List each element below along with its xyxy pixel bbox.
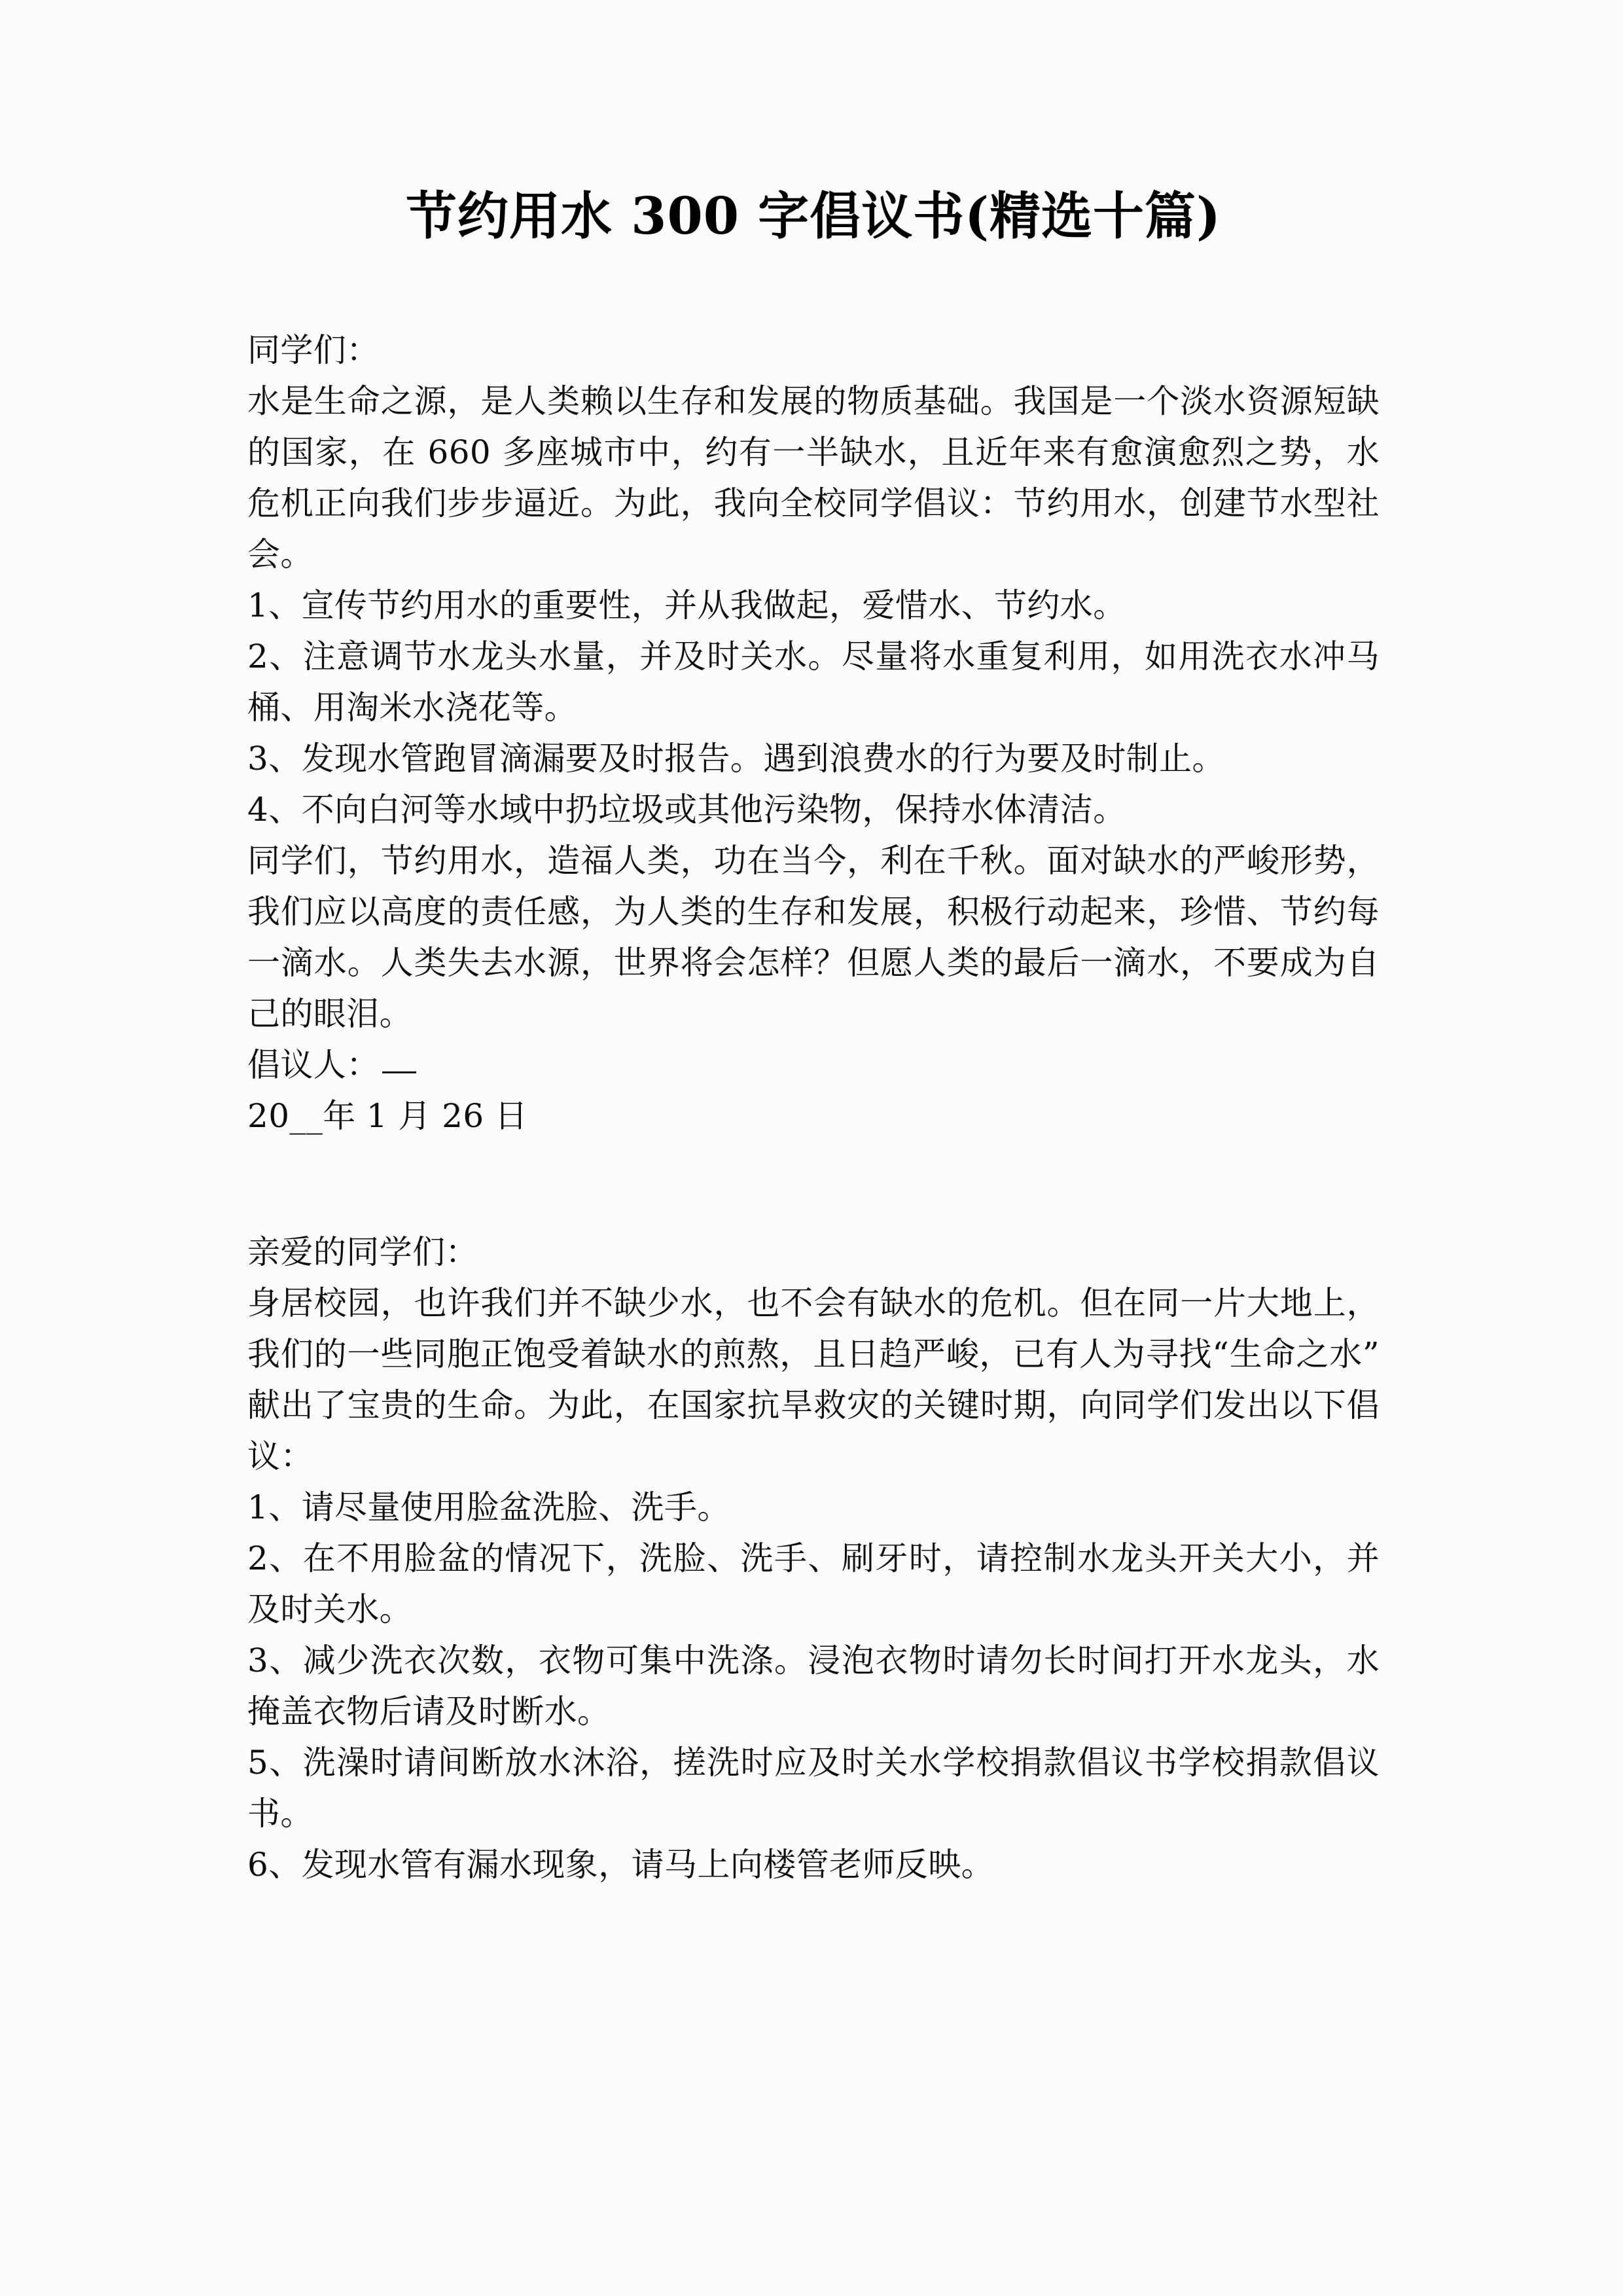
letter-two — [247, 1227, 1380, 1890]
signature-blank — [382, 1071, 416, 1073]
letter-one — [247, 325, 1380, 1141]
letter-one-item-2: 2、注意调节水龙头水量，并及时关水。尽量将水重复利用，如用洗衣水冲马桶、用淘米水浇花等。 — [247, 637, 1380, 726]
letter-two-item-3: 3、减少洗衣次数，衣物可集中洗涤。浸泡衣物时请勿长时间打开水龙头，水掩盖衣物后请及时断水。 — [247, 1641, 1380, 1731]
letter-one-item-4: 4、不向白河等水域中扔垃圾或其他污染物，保持水体清洁。 — [247, 790, 1126, 829]
letter-one-item-3: 3、发现水管跑冒滴漏要及时报告。遇到浪费水的行为要及时制止。 — [247, 739, 1225, 778]
document-content — [247, 0, 1380, 1890]
letter-two-item-6: 6、发现水管有漏水现象，请马上向楼管老师反映。 — [247, 1845, 995, 1884]
letter-one-date: 20__年 1 月 26 日 — [247, 1096, 528, 1135]
signature-label: 倡议人： — [247, 1045, 380, 1084]
letter-two-paragraph-intro: 身居校园，也许我们并不缺少水，也不会有缺水的危机。但在同一片大地上，我们的一些同胞正饱受着缺水的煎熬，且日趋严峻，已有人为寻找“生命之水”献出了宝贵的生命。为此，在国家抗旱救灾的关键时期，向同学们发出以下倡议： — [247, 1283, 1380, 1475]
letter-one-paragraph-intro: 水是生命之源，是人类赖以生存和发展的物质基础。我国是一个淡水资源短缺的国家，在 660 多座城市中，约有一半缺水，且近年来有愈演愈烈之势，水危机正向我们步步逼近。为此，我向全校同学倡议：节约用水，创建节水型社会。 — [247, 382, 1380, 573]
letter-two-item-1: 1、请尽量使用脸盆洗脸、洗手。 — [247, 1488, 730, 1526]
letter-separator — [247, 1141, 1380, 1227]
letter-one-salutation: 同学们： — [247, 331, 380, 369]
letter-two-salutation: 亲爱的同学们： — [247, 1232, 478, 1271]
letter-one-signature-line — [247, 1039, 1380, 1090]
letter-two-item-5: 5、洗澡时请间断放水沐浴，搓洗时应及时关水学校捐款倡议书学校捐款倡议书。 — [247, 1743, 1380, 1833]
letter-one-paragraph-closing: 同学们，节约用水，造福人类，功在当今，利在千秋。面对缺水的严峻形势，我们应以高度的责任感，为人类的生存和发展，积极行动起来，珍惜、节约每一滴水。人类失去水源，世界将会怎样？但愿人类的最后一滴水，不要成为自己的眼泪。 — [247, 841, 1380, 1033]
letter-two-item-2: 2、在不用脸盆的情况下，洗脸、洗手、刷牙时，请控制水龙头开关大小，并及时关水。 — [247, 1539, 1380, 1628]
letter-one-item-1: 1、宣传节约用水的重要性，并从我做起，爱惜水、节约水。 — [247, 586, 1126, 624]
page-title: 节约用水 300 字倡议书(精选十篇) — [406, 187, 1221, 246]
